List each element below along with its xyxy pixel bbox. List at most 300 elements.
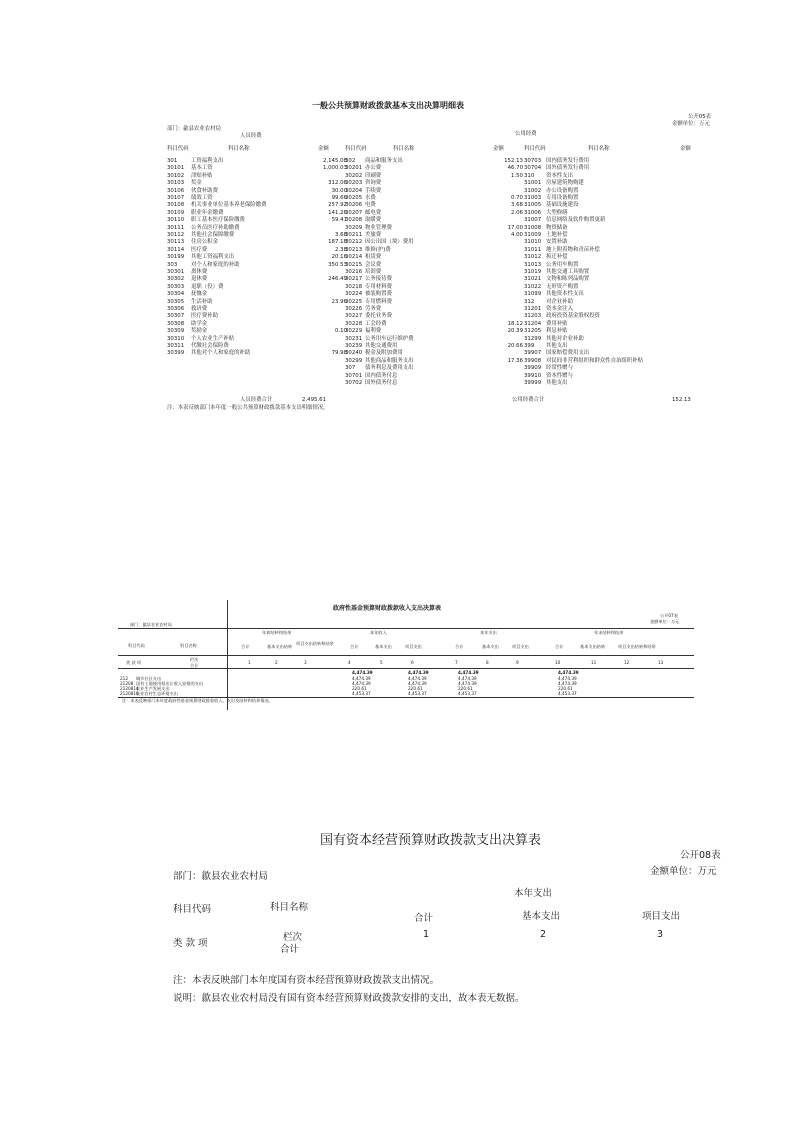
row-code: 31008	[524, 224, 542, 231]
row-name: 拆迁补偿	[546, 254, 568, 261]
row-name: 绩效工资	[191, 195, 213, 201]
public-header: 公用经费	[515, 131, 537, 137]
row-name: 其他资本性支出	[546, 291, 584, 298]
col-name-a: 科目名称	[228, 146, 250, 152]
row-code: 31010	[524, 239, 542, 246]
table-row	[167, 202, 347, 209]
row-name: 被装购置费	[365, 291, 392, 298]
row-name: 公务员医疗补助缴费	[191, 224, 240, 231]
row-code: 30108	[167, 202, 185, 209]
table-row	[167, 239, 347, 246]
table2-top-rule	[118, 628, 694, 629]
row-name: 利息补贴	[546, 328, 568, 335]
t2-heji: 合计	[190, 663, 199, 668]
row-name: 国外债务付息	[365, 380, 398, 386]
row-code: 39907	[524, 350, 542, 357]
t3-h-project: 项目支出	[642, 911, 681, 922]
row-name: 国外债务发行费用	[546, 165, 590, 172]
row-amount: 20.39	[507, 328, 523, 335]
row-code: 30213	[345, 246, 363, 253]
row-name: 抚恤金	[191, 291, 208, 298]
table-row	[345, 262, 525, 269]
row-code: 31011	[524, 246, 542, 253]
table2-form-no: 公开07表	[660, 613, 678, 618]
row-name: 专用设备购置	[546, 195, 579, 201]
t2-h-sub3: 项目支出结转和结余	[296, 641, 334, 646]
row-code: 30306	[167, 306, 185, 312]
row-name: 公务接待费	[365, 276, 392, 283]
capital-rows	[524, 158, 724, 393]
row-amount: 17.00	[507, 224, 523, 231]
table-row	[524, 239, 724, 246]
row-name: 福利费	[365, 328, 382, 335]
row-name: 文物和陈列品购置	[546, 276, 590, 283]
table-row	[524, 180, 724, 187]
column-number: 4	[348, 660, 351, 665]
table-row	[345, 328, 525, 335]
row-name: 咨询费	[365, 180, 382, 187]
row-amount: 2,145.08	[322, 158, 347, 164]
table-row	[345, 380, 525, 387]
row-code: 30702	[345, 380, 363, 386]
row-name: 退休费	[191, 276, 208, 283]
table-row	[167, 254, 347, 261]
row-name: 退职（役）费	[191, 283, 224, 290]
col-amount-a: 金额	[318, 146, 329, 152]
column-number: 11	[591, 660, 597, 665]
row-name: 信息网络及软件购置更新	[546, 217, 606, 224]
table-row	[167, 217, 347, 224]
row-code: 30101	[167, 165, 185, 172]
row-name: 国内债务发行费用	[546, 158, 590, 164]
table-row	[524, 365, 724, 372]
table-row	[345, 180, 525, 187]
row-amount: 3.68	[510, 202, 523, 209]
table-row	[167, 299, 347, 306]
row-amount: 59.41	[331, 217, 347, 224]
row-code: 30215	[345, 261, 363, 268]
row-amount: 1.50	[510, 172, 523, 179]
table-row	[524, 299, 724, 306]
row-name: 伙食补助费	[191, 187, 218, 194]
row-name: 基础设施建设	[546, 202, 579, 209]
row-name: 其他交通工具购置	[546, 269, 590, 275]
row-value: 4,453.37	[558, 691, 577, 696]
row-code: 30703	[524, 158, 542, 164]
row-name: 其他对企业补助	[546, 335, 584, 342]
row-name: 房屋建筑物购建	[546, 180, 584, 187]
row-amount: 3.68	[334, 232, 347, 238]
row-code: 30214	[345, 254, 363, 261]
row-code: 30111	[167, 224, 185, 231]
row-code: 30308	[167, 320, 185, 327]
row-code: 39999	[524, 380, 542, 386]
row-value: 220.61	[408, 686, 423, 691]
table-row	[167, 180, 347, 187]
row-name: 助学金	[191, 320, 208, 327]
row-amount: 312.06	[328, 180, 347, 187]
row-code: 30110	[167, 217, 185, 224]
table1-form-no: 公开05表	[688, 114, 712, 120]
row-amount: 187.18	[328, 239, 347, 246]
row-name: 生活补助	[191, 298, 213, 305]
table-row	[524, 217, 724, 224]
table-row	[167, 336, 347, 343]
t2-h-expense: 本年支出	[480, 630, 497, 635]
row-code: 30225	[345, 298, 363, 305]
table-row	[345, 350, 525, 357]
row-name: 机关事业单位基本养老保险缴费	[191, 202, 267, 209]
t2-h-sub10: 合计	[555, 644, 564, 649]
row-code: 30239	[345, 343, 363, 349]
table3-title: 国有资本经营预算财政拨款支出决算表	[320, 833, 542, 848]
t2-h-sub8: 基本支出	[482, 644, 499, 649]
row-code: 21208	[120, 681, 134, 686]
row-code: 31099	[524, 291, 542, 298]
table-row	[167, 262, 347, 269]
table-row	[167, 328, 347, 335]
row-name: 培训费	[365, 269, 382, 275]
table2-dept: 部门：歙县农业农村局	[130, 622, 172, 627]
row-amount: 0.70	[510, 195, 523, 201]
row-value: 220.61	[558, 686, 573, 691]
row-amount: 0.10	[334, 328, 347, 335]
row-name: 大型修缮	[546, 209, 568, 216]
row-name: 其他支出	[546, 380, 568, 386]
column-number: 6	[411, 660, 414, 665]
total-value: 4,474.39	[352, 670, 373, 675]
row-amount: 17.36	[507, 357, 523, 364]
row-code: 30102	[167, 172, 185, 179]
row-name: 办公设备购置	[546, 187, 579, 194]
table-row	[345, 336, 525, 343]
t2-h-sub1: 合计	[241, 644, 250, 649]
row-value: 4,474.39	[558, 681, 577, 686]
row-code: 31002	[524, 187, 542, 194]
row-name: 其他商品和服务支出	[365, 357, 414, 364]
public-total-label: 公用经费合计	[512, 397, 545, 403]
row-amount: 30.00	[331, 187, 347, 194]
table-row	[345, 373, 525, 380]
row-name: 物资储备	[546, 224, 568, 231]
table-row	[524, 373, 724, 380]
t2-h-sub7: 合计	[455, 644, 464, 649]
t2-h-sub4: 合计	[350, 644, 359, 649]
row-name: 公务用车购置	[546, 261, 579, 268]
row-code: 30112	[167, 232, 185, 238]
t3-h-code: 科目代码	[173, 904, 212, 915]
row-name: 资本性赠与	[546, 372, 573, 379]
column-number: 9	[516, 660, 519, 665]
row-name: 专用燃料费	[365, 298, 392, 305]
row-name: 对民间非营利组织和群众性自治组织补贴	[546, 357, 644, 364]
row-code: 30103	[167, 180, 185, 187]
row-name: 资本金注入	[546, 306, 573, 312]
column-number: 10	[555, 660, 561, 665]
column-number: 3	[304, 660, 307, 665]
table-row	[345, 225, 525, 232]
table-row	[524, 350, 724, 357]
table3-form-no: 公开08表	[680, 850, 721, 861]
column-number: 8	[486, 660, 489, 665]
row-name: 水费	[365, 195, 376, 201]
table-row	[345, 239, 525, 246]
row-code: 30231	[345, 335, 363, 342]
table3-unit: 金额单位：万元	[650, 866, 717, 877]
row-code: 30303	[167, 283, 185, 290]
personnel-header: 人员经费	[240, 133, 262, 139]
t3-col3: 3	[657, 929, 664, 940]
column-number: 5	[380, 660, 383, 665]
personnel-total-label: 人员经费合计	[240, 397, 273, 403]
row-name: 职工基本医疗保险缴费	[191, 217, 245, 224]
row-value: 4,453.37	[408, 691, 427, 696]
row-code: 30399	[167, 350, 185, 357]
row-code: 30216	[345, 269, 363, 275]
table-row	[345, 202, 525, 209]
row-name: 代缴社会保险费	[191, 343, 229, 349]
row-name: 城乡社区支出	[136, 676, 162, 681]
row-code: 2120814	[120, 686, 139, 691]
t2-h-sub2: 基本支出结转	[267, 644, 293, 649]
row-name: 住房公积金	[191, 239, 218, 246]
col-amount-c: 金额	[680, 146, 691, 152]
row-name: 奖金	[191, 180, 202, 187]
row-amount: 141.26	[328, 209, 347, 216]
row-value: 220.61	[352, 686, 367, 691]
t3-col1: 1	[423, 929, 430, 940]
col-code-a: 科目代码	[167, 146, 189, 152]
row-name: 医疗费	[191, 246, 208, 253]
row-name: 差旅费	[365, 232, 382, 238]
row-code: 30217	[345, 276, 363, 283]
table-row	[167, 350, 347, 357]
row-code: 30109	[167, 209, 185, 216]
column-number: 2	[275, 660, 278, 665]
row-code: 30229	[345, 328, 363, 335]
row-name: 无形资产购置	[546, 283, 579, 290]
row-code: 30203	[345, 180, 363, 187]
column-number: 13	[658, 660, 664, 665]
t3-col2: 2	[540, 929, 547, 940]
row-name: 劳务费	[365, 306, 382, 312]
row-code: 31019	[524, 269, 542, 275]
row-code: 30208	[345, 217, 363, 224]
total-value: 4,474.39	[458, 670, 479, 675]
row-code: 31003	[524, 195, 542, 201]
row-amount: 79.98	[331, 350, 347, 357]
table-row	[345, 365, 525, 372]
row-name: 手续费	[365, 187, 382, 194]
table2-total-rule	[118, 668, 694, 669]
table1-dept: 部门：歙县农业农村局	[167, 126, 221, 132]
row-code: 30304	[167, 291, 185, 298]
row-code: 30107	[167, 195, 185, 201]
row-name: 职业年金缴费	[191, 209, 224, 216]
total-value: 4,474.39	[558, 670, 579, 675]
row-code: 30205	[345, 195, 363, 201]
table-row	[345, 165, 525, 172]
row-name: 物业管理费	[365, 224, 392, 231]
row-value: 4,474.39	[408, 681, 427, 686]
public-rows	[345, 158, 525, 393]
table-row	[524, 254, 724, 261]
row-name: 印刷费	[365, 172, 382, 179]
row-name: 商品和服务支出	[365, 158, 403, 164]
table-row	[345, 299, 525, 306]
row-code: 30310	[167, 335, 185, 342]
row-name: 工会经费	[365, 320, 387, 327]
table-row	[345, 254, 525, 261]
table-row	[524, 313, 724, 320]
row-code: 31021	[524, 276, 542, 283]
row-name: 经常性赠与	[546, 365, 573, 372]
row-name: 工资福利支出	[191, 158, 224, 164]
t3-h-basic: 基本支出	[522, 911, 561, 922]
row-code: 30305	[167, 298, 185, 305]
total-value: 4,474.39	[408, 670, 429, 675]
table-row	[167, 276, 347, 283]
row-amount: 4.00	[510, 232, 523, 238]
table2-note: 注：本表反映部门本年度政府性基金预算财政拨款收入、支出及结转和结余情况。	[122, 698, 273, 703]
table-row	[524, 165, 724, 172]
table-row	[345, 217, 525, 224]
row-code: 30704	[524, 165, 542, 172]
row-code: 30211	[345, 232, 363, 238]
row-code: 31005	[524, 202, 542, 209]
row-code: 30302	[167, 276, 185, 283]
table3-explain: 说明：歙县农业农村局没有国有资本经营预算财政拨款安排的支出，故本表无数据。	[173, 993, 525, 1004]
row-value: 220.61	[458, 686, 473, 691]
row-amount: 23.96	[331, 298, 347, 305]
row-code: 31201	[524, 306, 542, 312]
row-amount: 20.16	[331, 254, 347, 261]
row-amount: 152.13	[504, 158, 523, 164]
personnel-total: 2,495.61	[302, 397, 327, 403]
row-name: 离休费	[191, 269, 208, 275]
col-amount-b: 金额	[493, 146, 504, 152]
row-name: 基本工资	[191, 165, 213, 172]
t3-lanci: 栏次	[283, 932, 303, 943]
row-code: 303	[167, 261, 178, 268]
row-code: 31007	[524, 217, 542, 224]
table-row	[524, 380, 724, 387]
row-name: 国内债务付息	[365, 372, 398, 379]
t2-h-begin: 年初结转和结余	[262, 630, 292, 635]
table-row	[524, 202, 724, 209]
col-code-c: 科目代码	[524, 146, 546, 152]
row-name: 安置补助	[546, 239, 568, 246]
row-name: 政府投资基金股权投资	[546, 313, 600, 320]
row-name: 对企业补助	[546, 298, 573, 305]
t2-h-sub6: 项目支出	[405, 644, 422, 649]
column-number: 7	[455, 660, 458, 665]
row-code: 2120816	[120, 691, 139, 696]
row-name: 租赁费	[365, 254, 382, 261]
row-name: 农业农村生态环境支出	[136, 691, 178, 696]
row-name: 办公费	[365, 165, 382, 172]
t2-lkx: 类 款 项	[126, 660, 142, 665]
row-code: 31205	[524, 328, 542, 335]
row-code: 30201	[345, 165, 363, 172]
row-name: 税金及附加费用	[365, 350, 403, 357]
table-row	[524, 291, 724, 298]
table-row	[524, 225, 724, 232]
table-row	[345, 291, 525, 298]
row-code: 30299	[345, 357, 363, 364]
row-name: 国家赔偿费用支出	[546, 350, 590, 357]
row-name: 债务利息及费用支出	[365, 365, 414, 372]
row-name: 奖励金	[191, 328, 208, 335]
row-value: 4,453.37	[352, 691, 371, 696]
row-code: 31009	[524, 232, 542, 238]
col-name-b: 科目名称	[393, 146, 415, 152]
row-value: 4,453.37	[458, 691, 477, 696]
table-row	[345, 188, 525, 195]
row-code: 312	[524, 298, 535, 305]
row-name: 医疗费补助	[191, 313, 218, 320]
t3-h-current: 本年支出	[514, 888, 553, 899]
row-code: 31203	[524, 313, 542, 320]
public-total: 152.13	[672, 397, 691, 403]
table-row	[167, 313, 347, 320]
row-code: 30207	[345, 209, 363, 216]
row-code: 301	[167, 158, 178, 164]
row-code: 31013	[524, 261, 542, 268]
t2-h-name: 科目名称	[180, 643, 197, 648]
table-row	[524, 262, 724, 269]
row-name: 其他社会保障缴费	[191, 232, 235, 238]
row-code: 30202	[345, 172, 363, 179]
row-code: 307	[345, 365, 356, 372]
row-name: 专用材料费	[365, 283, 392, 290]
t2-h-end: 年末结转和结余	[594, 630, 624, 635]
table2-header-rule	[118, 655, 694, 656]
table-row	[345, 276, 525, 283]
row-name: 因公出国（境）费用	[365, 239, 414, 246]
t2-h-sub11: 基本支出结转	[580, 644, 606, 649]
row-value: 4,474.39	[458, 676, 477, 681]
row-code: 30240	[345, 350, 363, 357]
row-name: 津贴补贴	[191, 172, 213, 179]
row-name: 个人农业生产补贴	[191, 335, 235, 342]
table1-unit: 金额单位：万元	[672, 121, 710, 127]
row-amount: 2.06	[510, 209, 523, 216]
t3-lkx: 类 款 项	[173, 938, 208, 949]
row-code: 212	[120, 676, 128, 681]
table2-unit: 金额单位：万元	[650, 619, 680, 624]
row-code: 30199	[167, 254, 185, 261]
row-name: 其他支出	[546, 343, 568, 349]
row-amount: 350.53	[328, 261, 347, 268]
row-amount: 46.70	[507, 165, 523, 172]
row-value: 4,474.39	[408, 676, 427, 681]
row-code: 30227	[345, 313, 363, 320]
table3-note: 注：本表反映部门本年度国有资本经营预算财政拨款支出情况。	[173, 975, 440, 986]
t2-h-code: 科目代码	[128, 643, 145, 648]
col-name-c: 科目名称	[588, 146, 610, 152]
row-code: 31022	[524, 283, 542, 290]
t2-h-sub9: 项目支出	[512, 644, 529, 649]
row-amount: 246.49	[328, 276, 347, 283]
table1-note: 注：本表反映部门本年度一般公共预算财政拨款基本支出明细情况。	[167, 405, 329, 411]
row-code: 39909	[524, 365, 542, 372]
row-name: 费用补贴	[546, 320, 568, 327]
t2-lanci: 栏次	[190, 657, 199, 662]
table-row	[167, 188, 347, 195]
row-code: 31001	[524, 180, 542, 187]
row-code: 31204	[524, 320, 542, 327]
